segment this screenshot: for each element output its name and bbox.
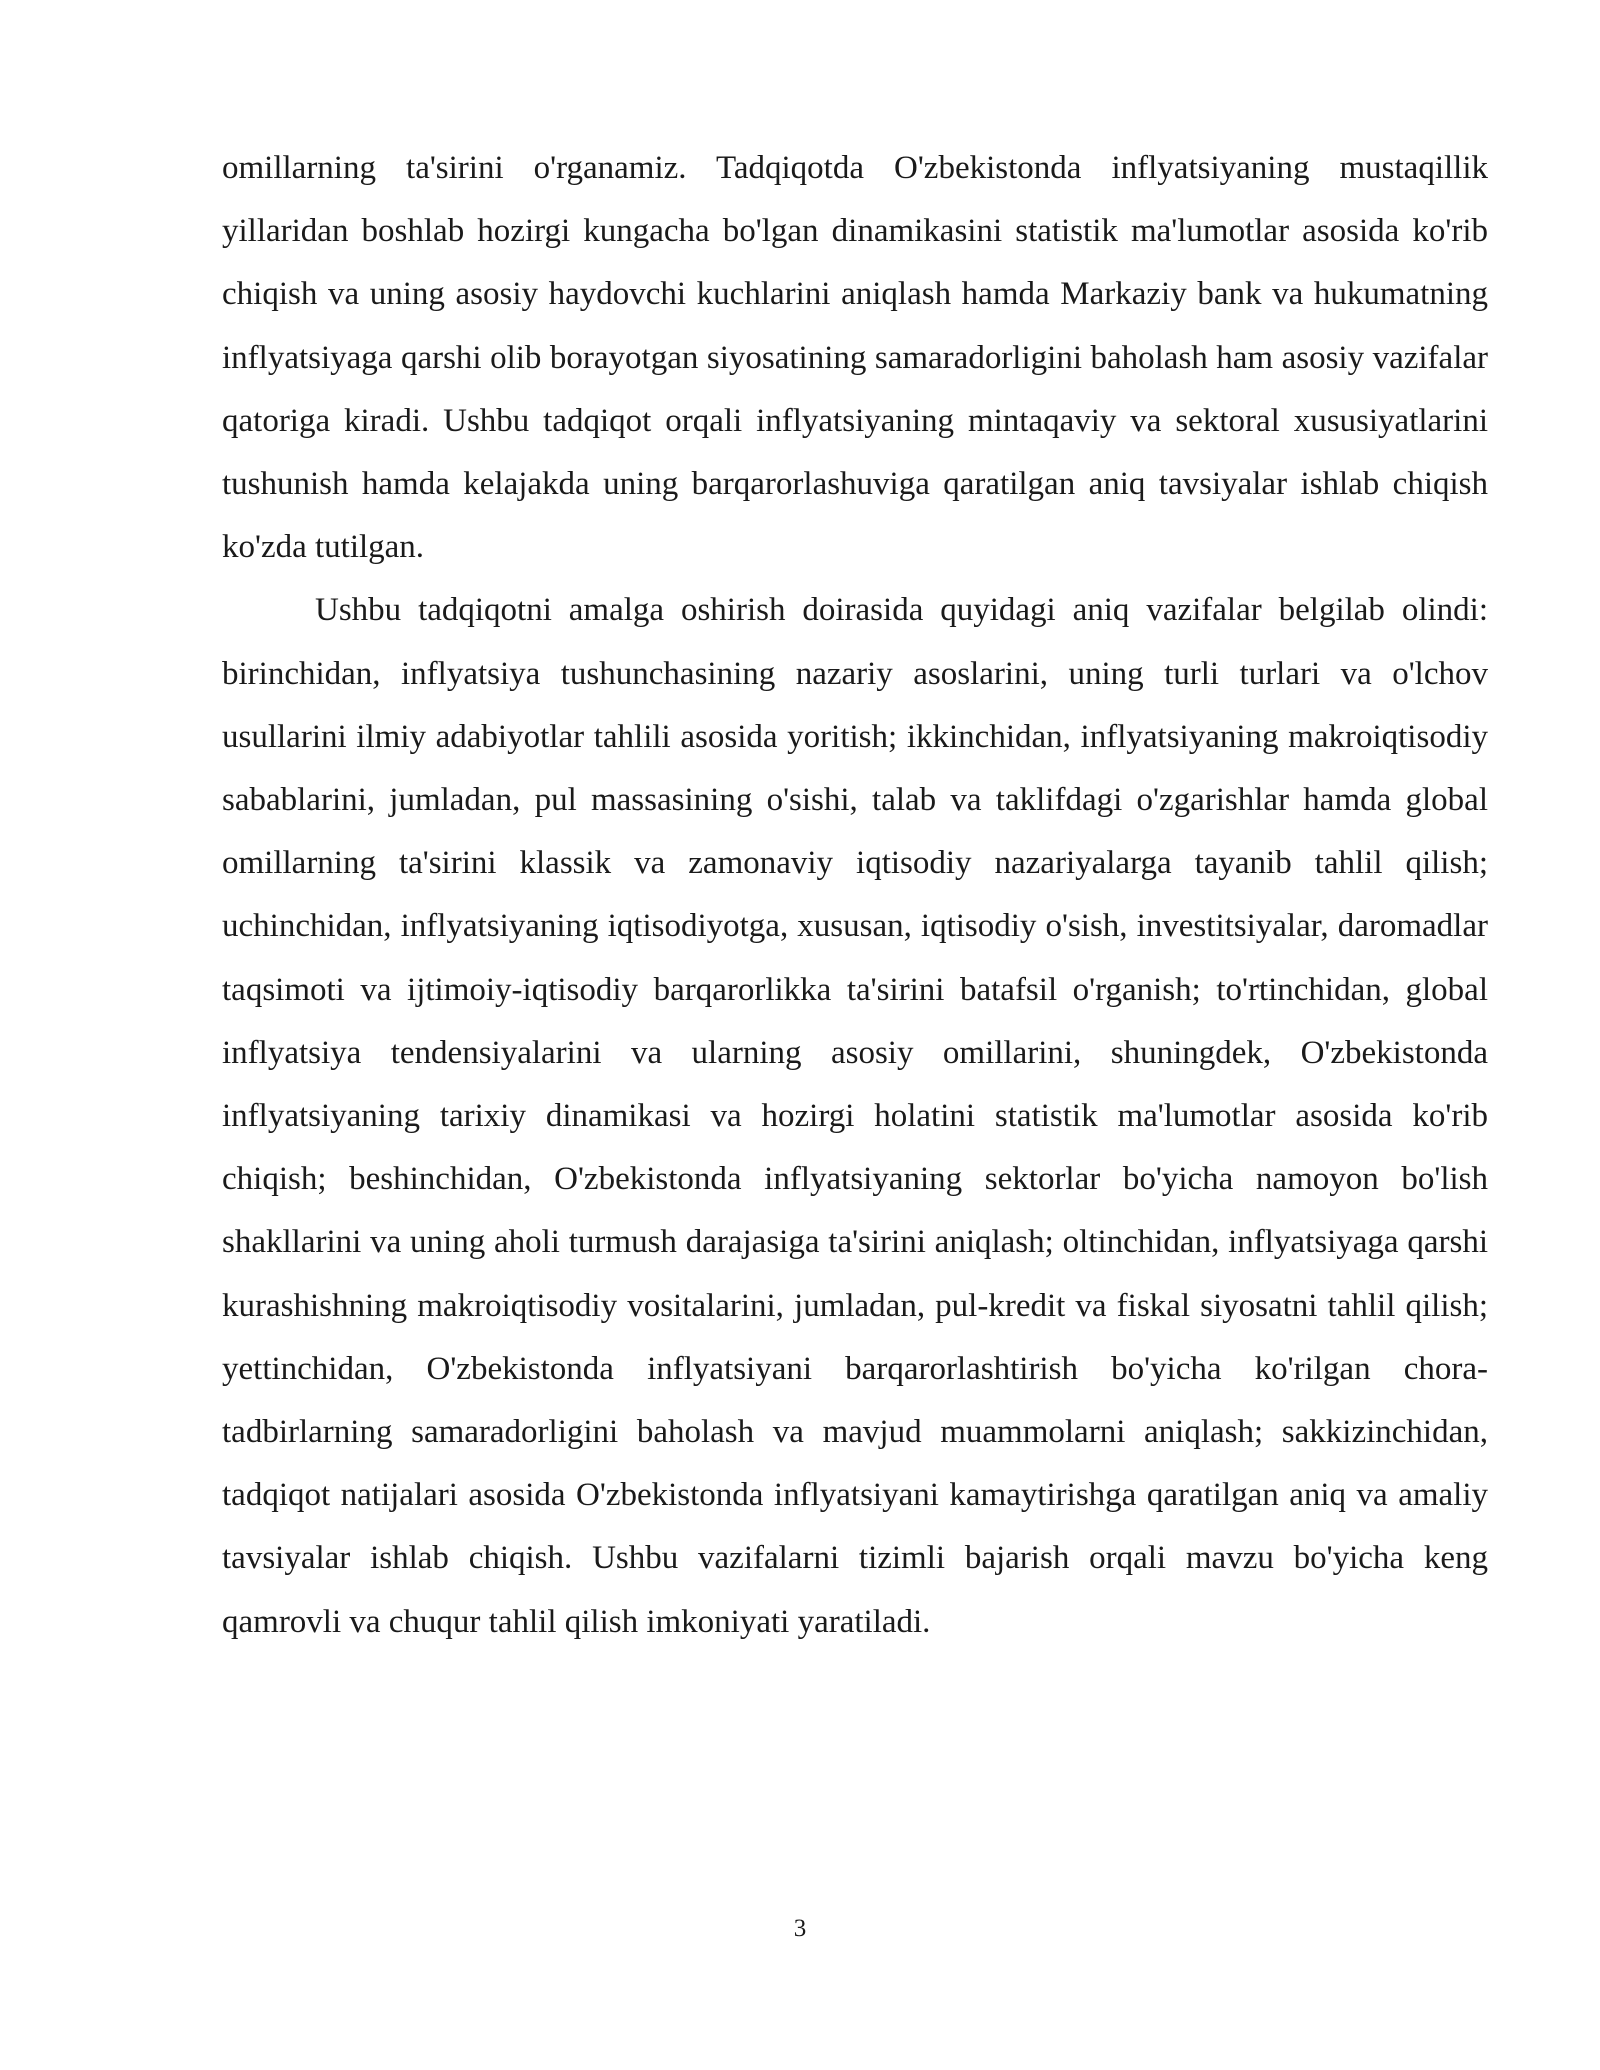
page-number: 3 (793, 1915, 807, 1942)
paragraph-continuation: omillarning ta'sirini o'rganamiz. Tadqiqotda O'zbekistonda inflyatsiyaning mustaqillik yillaridan boshlab hozirgi kungacha bo'lgan dinamikasini statistik ma'lumotlar asosida ko'rib chiqish va uning asosiy haydovchi kuchlarini aniqlash hamda Markaziy bank va hukumatning inflyatsiyaga qarshi olib borayotgan siyosatining samaradorligini baholash ham asosiy vazifalar qatoriga kiradi. Ushbu tadqiqot orqali inflyatsiyaning mintaqaviy va sektoral xususiyatlarini tushunish hamda kelajakda uning barqarorlashuviga qaratilgan aniq tavsiyalar ishlab chiqish ko'zda tutilgan. (222, 150, 1488, 566)
body-text (222, 137, 1488, 1654)
paragraph-tasks: Ushbu tadqiqotni amalga oshirish doirasida quyidagi aniq vazifalar belgilab olindi: birinchidan, inflyatsiya tushunchasining nazariy asoslarini, uning turli turlari va o'lchov usullarini ilmiy adabiyotlar tahlili asosida yoritish; ikkinchidan, inflyatsiyaning makroiqtisodiy sabablarini, jumladan, pul massasining o'sishi, talab va taklifdagi o'zgarishlar hamda global omillarning ta'sirini klassik va zamonaviy iqtisodiy nazariyalarga tayanib tahlil qilish; uchinchidan, inflyatsiyaning iqtisodiyotga, xususan, iqtisodiy o'sish, investitsiyalar, daromadlar taqsimoti va ijtimoiy-iqtisodiy barqarorlikka ta'sirini batafsil o'rganish; to'rtinchidan, global inflyatsiya tendensiyalarini va ularning asosiy omillarini, shuningdek, O'zbekistonda inflyatsiyaning tarixiy dinamikasi va hozirgi holatini statistik ma'lumotlar asosida ko'rib chiqish; beshinchidan, O'zbekistonda inflyatsiyaning sektorlar bo'yicha namoyon bo'lish shakllarini va uning aholi turmush darajasiga ta'sirini aniqlash; oltinchidan, inflyatsiyaga qarshi kurashishning makroiqtisodiy vositalarini, jumladan, pul-kredit va fiskal siyosatni tahlil qilish; yettinchidan, O'zbekistonda inflyatsiyani barqarorlashtirish bo'yicha ko'rilgan chora-tadbirlarning samaradorligini baholash va mavjud muammolarni aniqlash; sakkizinchidan, tadqiqot natijalari asosida O'zbekistonda inflyatsiyani kamaytirishga qaratilgan aniq va amaliy tavsiyalar ishlab chiqish. Ushbu vazifalarni tizimli bajarish orqali mavzu bo'yicha keng qamrovli va chuqur tahlil qilish imkoniyati yaratiladi. (222, 592, 1488, 1640)
